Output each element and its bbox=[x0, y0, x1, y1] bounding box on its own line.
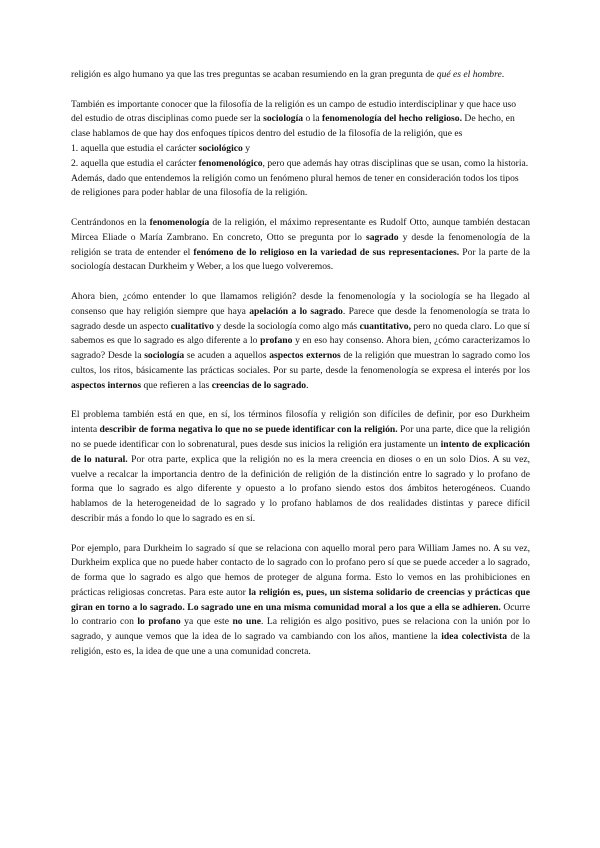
text-run: de la religión, el máximo representante es Rudolf Otto, aunque también destacan Mircea Eliade o María Zambrano. En concreto, Otto se pregunta por lo bbox=[71, 216, 530, 243]
text-run: . bbox=[306, 379, 309, 391]
paragraph-line bbox=[71, 157, 530, 201]
text-run: Centrándonos en la bbox=[71, 216, 150, 228]
text-run: y bbox=[242, 142, 251, 154]
text-run: 2. aquella que estudia el carácter bbox=[71, 157, 199, 169]
text-run: o la bbox=[303, 113, 322, 125]
bold-term: fenómeno de lo religioso en la variedad de sus representaciones. bbox=[193, 246, 460, 258]
bold-term: fenomenológico bbox=[198, 157, 263, 169]
text-run: religión es algo humano ya que las tres preguntas se acaban resumiendo en la gran pregunta de bbox=[71, 69, 437, 80]
text-run: También es importante conocer que la filosofía de la religión es un campo de estudio interdisciplinar y que hace uso del estudio de otras disciplinas como puede ser la bbox=[71, 98, 517, 125]
bold-term: profano bbox=[260, 335, 293, 347]
text-run: de la religión que muestran lo sagrado como los cultos, los ritos, básicamente las prácticas sociales. Por su parte, desde la fenomenología se expresa el interés por los bbox=[71, 350, 530, 376]
bold-term: creencias de lo sagrado bbox=[211, 379, 307, 391]
text-run: se acuden a aquellos bbox=[184, 350, 270, 362]
paragraph-durkheim-example bbox=[71, 542, 530, 660]
text-run: y desde la fenomenología de la religión se trata de entender el bbox=[71, 231, 531, 258]
bold-term: fenomenología bbox=[149, 216, 210, 228]
italic-term: qué es el hombre bbox=[436, 69, 502, 80]
paragraph-religion-human bbox=[71, 68, 530, 83]
text-run: . La religión es algo positivo, pues se relaciona con la unión por lo sagrado, y aunque vemos que la idea de lo sagrado va cambiando con los años, mantiene la bbox=[71, 616, 531, 643]
bold-term: cualitativo bbox=[170, 320, 214, 332]
text-run: De hecho, en clase hablamos de que hay dos enfoques típicos dentro del estudio de la filosofía de la religión, que es bbox=[71, 113, 515, 140]
text-run: que refieren a las bbox=[141, 379, 212, 391]
text-run: y en eso hay consenso. Ahora bien, ¿cómo caracterizamos lo sagrado? Desde la bbox=[71, 335, 531, 362]
bold-term: sociológico bbox=[198, 142, 243, 154]
paragraph-sacred-profane bbox=[71, 290, 530, 394]
text-run: 1. aquella que estudia el carácter bbox=[71, 142, 199, 154]
text-run: Por una parte, dice que la religión no se puede identificar con lo sobrenatural, pues desde sus inicios la religión era justamente un bbox=[71, 424, 530, 450]
paragraph-interdisciplinary bbox=[71, 98, 530, 202]
text-run: Por la parte de la sociología destacan Durkheim y Weber, a los que luego volveremos. bbox=[71, 246, 530, 273]
bold-term: sagrado bbox=[365, 231, 399, 243]
text-run: y desde la sociología como algo más bbox=[213, 320, 360, 332]
bold-term: aspectos internos bbox=[71, 379, 142, 391]
text-run: El problema también está en que, en sí, los términos filosofía y religión son difíciles de definir, por eso Durkheim intenta bbox=[71, 409, 530, 436]
text-run: . bbox=[501, 69, 505, 80]
bold-term: apelación a lo sagrado bbox=[249, 305, 343, 317]
text-run: . Parece que desde la fenomenología se trata lo sagrado desde un aspecto bbox=[71, 305, 530, 332]
bold-term: intento de explicación de lo natural. bbox=[71, 438, 530, 465]
document-page bbox=[71, 68, 530, 675]
bold-term: la religión es, pues, un sistema solidario de creencias y prácticas que giran en torno a lo sagrado. Lo sagrado une en una misma comunidad moral a los que a ella se adhieren. bbox=[71, 586, 530, 613]
text-run: ya que este bbox=[180, 616, 233, 628]
bold-term: idea colectivista bbox=[441, 631, 508, 643]
bold-term: aspectos externos bbox=[269, 350, 341, 362]
text-run: pero no queda claro. Lo que sí sabemos es que lo sagrado es algo diferente a lo bbox=[71, 320, 530, 347]
paragraph-phenomenology bbox=[71, 216, 530, 275]
paragraph-durkheim-definition bbox=[71, 408, 530, 526]
bold-term: sociología bbox=[144, 350, 185, 362]
paragraph-line bbox=[71, 98, 530, 142]
paragraph-line bbox=[71, 142, 530, 157]
text-run: Ahora bien, ¿cómo entender lo que llamamos religión? desde la fenomenología y la sociología se ha llegado al consenso que hay religión siempre que haya bbox=[71, 290, 530, 317]
bold-term: cuantitativo, bbox=[359, 320, 411, 332]
text-run: Ocurre lo contrario con bbox=[71, 601, 530, 628]
text-run: , pero que además hay otras disciplinas que se usan, como la historia. Además, dado que entendemos la religión como un fenómeno plural hemos de tener en consideración todos los tipos de religiones para poder hablar de una filosofía de la religión. bbox=[71, 157, 529, 199]
text-run: Por ejemplo, para Durkheim lo sagrado sí que se relaciona con aquello moral pero para William James no. A su vez, Durkheim explica que no puede haber contacto de lo sagrado con lo profano pero sí que se puede acceder a lo sagrado, de forma que lo sagrado es algo que hemos de proteger de alguna forma. Esto lo vemos en las prohibiciones en prácticas religiosas concretas. Para este autor bbox=[71, 542, 530, 598]
bold-term: describir de forma negativa lo que no se puede identificar con la religión. bbox=[99, 424, 398, 436]
bold-term: no une bbox=[232, 616, 261, 628]
bold-term: fenomenología del hecho religioso. bbox=[322, 113, 462, 125]
bold-term: sociología bbox=[263, 113, 304, 125]
text-run: Por otra parte, explica que la religión no es la mera creencia en dioses o en un solo Dios. A su vez, vuelve a recalcar la importancia dentro de la definición de religión de la distinción entre lo sagrado y lo profano de forma que lo sagrado es algo diferente y opuesto a lo profano siendo estos dos ámbitos heterogéneos. Cuando hablamos de la heterogeneidad de lo sagrado y lo profano hablamos de dos realidades distintas y parece difícil describir más a fondo lo que lo sagrado es en sí. bbox=[71, 453, 530, 524]
bold-term: lo profano bbox=[137, 616, 181, 628]
text-run: de la religión, esto es, la idea de que une a una comunidad concreta. bbox=[71, 631, 530, 658]
